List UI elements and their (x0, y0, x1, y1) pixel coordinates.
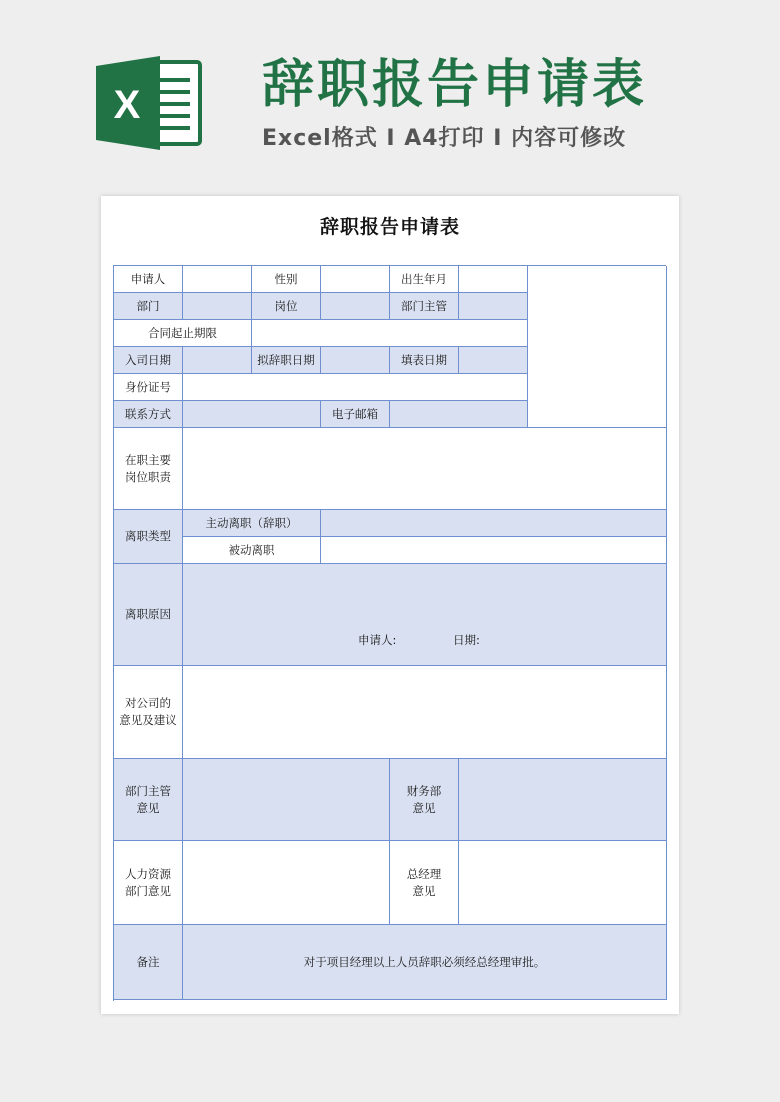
label-contact: 联系方式 (114, 401, 183, 428)
label-leave-type: 离职类型 (114, 510, 183, 564)
label-fill-date: 填表日期 (390, 347, 459, 374)
field-birth-date[interactable] (459, 266, 528, 293)
label-suggestions: 对公司的 意见及建议 (114, 666, 183, 759)
banner-title: 辞职报告申请表 (262, 55, 648, 115)
form-paper (101, 196, 679, 1014)
banner-subtitle: Excel格式 I A4打印 I 内容可修改 (262, 126, 627, 151)
field-dept-manager[interactable] (459, 293, 528, 320)
label-hr-opinion: 人力资源 部门意见 (114, 841, 183, 925)
field-involuntary-leave[interactable] (321, 537, 667, 564)
label-contract-period: 合同起止期限 (114, 320, 252, 347)
option-involuntary-leave[interactable]: 被动离职 (183, 537, 321, 564)
label-entry-date: 入司日期 (114, 347, 183, 374)
field-hr-opinion[interactable] (183, 841, 390, 925)
field-remarks[interactable]: 对于项目经理以上人员辞职必须经总经理审批。 (183, 925, 667, 1000)
label-gender: 性别 (252, 266, 321, 293)
label-position: 岗位 (252, 293, 321, 320)
reason-date-label: 日期: (453, 633, 480, 647)
label-email: 电子邮箱 (321, 401, 390, 428)
field-voluntary-leave[interactable] (321, 510, 667, 537)
field-contract-period[interactable] (252, 320, 528, 347)
option-voluntary-leave[interactable]: 主动离职（辞职） (183, 510, 321, 537)
field-applicant[interactable] (183, 266, 252, 293)
label-finance-opinion: 财务部 意见 (390, 759, 459, 841)
label-remarks: 备注 (114, 925, 183, 1000)
excel-logo-icon (96, 56, 204, 150)
field-id-number[interactable] (183, 374, 528, 401)
label-id-number: 身份证号 (114, 374, 183, 401)
photo-cell[interactable] (528, 266, 667, 428)
label-gm-opinion: 总经理 意见 (390, 841, 459, 925)
field-entry-date[interactable] (183, 347, 252, 374)
field-main-duties[interactable] (183, 428, 667, 510)
label-dept-manager-opinion: 部门主管 意见 (114, 759, 183, 841)
field-department[interactable] (183, 293, 252, 320)
field-email[interactable] (390, 401, 528, 428)
field-dept-manager-opinion[interactable] (183, 759, 390, 841)
logo-letter: X (113, 83, 141, 127)
label-dept-manager: 部门主管 (390, 293, 459, 320)
field-finance-opinion[interactable] (459, 759, 667, 841)
field-position[interactable] (321, 293, 390, 320)
field-gender[interactable] (321, 266, 390, 293)
field-suggestions[interactable] (183, 666, 667, 759)
field-leave-reason[interactable] (183, 564, 667, 666)
label-birth-date: 出生年月 (390, 266, 459, 293)
label-main-duties: 在职主要 岗位职责 (114, 428, 183, 510)
label-planned-resign-date: 拟辞职日期 (252, 347, 321, 374)
field-contact[interactable] (183, 401, 321, 428)
field-fill-date[interactable] (459, 347, 528, 374)
resignation-form-table (113, 265, 666, 1001)
field-gm-opinion[interactable] (459, 841, 667, 925)
field-planned-resign-date[interactable] (321, 347, 390, 374)
label-department: 部门 (114, 293, 183, 320)
form-title: 辞职报告申请表 (319, 216, 460, 238)
label-leave-reason: 离职原因 (114, 564, 183, 666)
label-applicant: 申请人 (114, 266, 183, 293)
reason-applicant-label: 申请人: (358, 633, 397, 647)
